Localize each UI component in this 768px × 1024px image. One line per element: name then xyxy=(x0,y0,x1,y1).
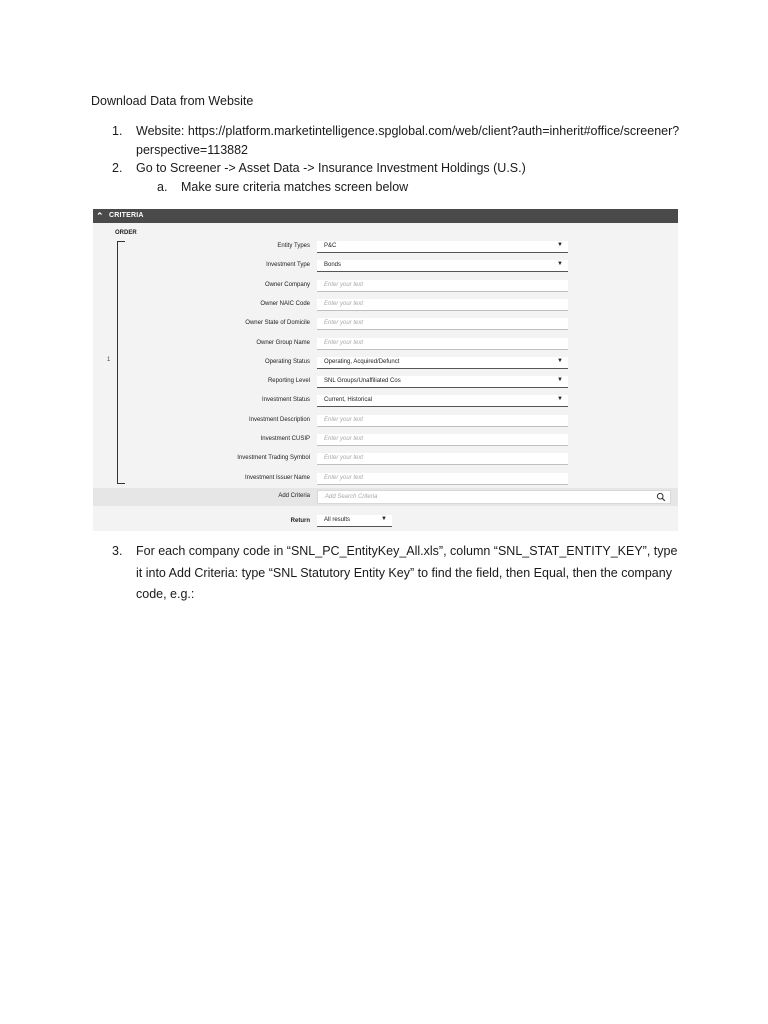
criteria-input-placeholder: Enter your text xyxy=(324,339,364,346)
step-2a-letter: a. xyxy=(157,180,168,194)
criteria-input-placeholder: Enter your text xyxy=(324,436,364,442)
criteria-input-placeholder: Enter your text xyxy=(324,320,364,327)
step-3 xyxy=(112,541,682,606)
criteria-text-input[interactable] xyxy=(317,415,568,427)
criteria-row xyxy=(93,258,678,274)
criteria-select-value: Operating, Acquired/Defunct xyxy=(324,358,400,365)
step-1-text: Website: https://platform.marketintelligence.spglobal.com/web/client?auth=inherit#office/screener?perspective=113882 xyxy=(136,124,680,157)
criteria-select-value: SNL Groups/Unaffiliated Cos xyxy=(324,378,401,385)
add-criteria-row xyxy=(93,488,678,506)
add-criteria-input[interactable] xyxy=(317,490,671,504)
criteria-row-label: Entity Types xyxy=(277,243,310,249)
criteria-row-label: Operating Status xyxy=(264,358,310,365)
add-criteria-label: Add Criteria xyxy=(278,493,310,499)
criteria-row xyxy=(93,239,678,255)
criteria-text-input[interactable] xyxy=(317,434,568,446)
step-1-number: 1. xyxy=(112,124,123,138)
criteria-row xyxy=(93,393,678,409)
criteria-row-label: Investment CUSIP xyxy=(260,436,310,442)
criteria-select[interactable] xyxy=(317,241,568,253)
criteria-row xyxy=(93,471,678,487)
step-2 xyxy=(112,159,682,178)
criteria-row xyxy=(93,374,678,390)
criteria-row xyxy=(93,451,678,467)
order-index: 1 xyxy=(107,357,111,363)
step-2-number: 2. xyxy=(112,161,123,175)
criteria-text-input[interactable] xyxy=(317,338,568,350)
chevron-down-icon[interactable]: ▼ xyxy=(557,396,563,403)
criteria-text-input[interactable] xyxy=(317,318,568,330)
chevron-down-icon[interactable]: ▼ xyxy=(557,377,563,384)
criteria-text-input[interactable] xyxy=(317,299,568,311)
chevron-up-icon[interactable]: ⌃ xyxy=(96,211,104,221)
criteria-text-input[interactable] xyxy=(317,453,568,465)
criteria-panel-screenshot xyxy=(93,209,678,531)
criteria-input-placeholder: Enter your text xyxy=(324,455,364,462)
criteria-input-placeholder: Enter your text xyxy=(324,281,364,288)
order-label: ORDER xyxy=(115,230,137,236)
criteria-row-label: Owner Group Name xyxy=(256,339,310,346)
return-row xyxy=(93,511,678,531)
criteria-row xyxy=(93,336,678,352)
criteria-header[interactable] xyxy=(93,209,678,223)
criteria-text-input[interactable] xyxy=(317,473,568,485)
criteria-select-value: Current, Historical xyxy=(324,397,373,404)
step-1 xyxy=(112,122,682,159)
criteria-title: CRITERIA xyxy=(109,212,144,219)
criteria-row-label: Owner Company xyxy=(264,281,310,288)
return-select[interactable] xyxy=(317,515,392,527)
chevron-down-icon[interactable]: ▼ xyxy=(557,357,563,364)
criteria-row xyxy=(93,297,678,313)
step-2-text: Go to Screener -> Asset Data -> Insurance Investment Holdings (U.S.) xyxy=(136,161,526,175)
add-criteria-placeholder: Add Search Criteria xyxy=(325,494,378,500)
criteria-select-value: Bonds xyxy=(324,262,342,269)
chevron-down-icon[interactable]: ▼ xyxy=(557,242,563,248)
step-3-text: For each company code in “SNL_PC_EntityKey_All.xls”, column “SNL_STAT_ENTITY_KEY”, type it into Add Criteria: type “SNL Statutory Entity Key” to find the field, then Equal, then the company code, e.g.: xyxy=(136,544,678,601)
criteria-input-placeholder: Enter your text xyxy=(324,416,364,423)
step-2a xyxy=(157,178,727,197)
criteria-select-value: P&C xyxy=(324,243,337,249)
criteria-row xyxy=(93,355,678,371)
return-value: All results xyxy=(324,517,351,523)
step-3-number: 3. xyxy=(112,544,123,558)
document-heading: Download Data from Website xyxy=(91,94,254,108)
criteria-row-label: Investment Issuer Name xyxy=(244,474,310,481)
criteria-select[interactable] xyxy=(317,376,568,388)
criteria-row xyxy=(93,278,678,294)
criteria-select[interactable] xyxy=(317,395,568,407)
criteria-input-placeholder: Enter your text xyxy=(324,474,364,481)
return-label: Return xyxy=(290,518,310,524)
criteria-row xyxy=(93,432,678,448)
criteria-row xyxy=(93,316,678,332)
criteria-select[interactable] xyxy=(317,357,568,369)
criteria-row-label: Investment Type xyxy=(266,262,310,269)
criteria-input-placeholder: Enter your text xyxy=(324,300,364,307)
search-icon[interactable] xyxy=(656,492,666,502)
criteria-text-input[interactable] xyxy=(317,280,568,292)
criteria-row-label: Owner NAIC Code xyxy=(260,300,310,307)
criteria-row-label: Reporting Level xyxy=(267,378,310,385)
criteria-row-label: Investment Status xyxy=(261,397,310,404)
criteria-row-label: Investment Trading Symbol xyxy=(237,455,310,462)
chevron-down-icon[interactable]: ▼ xyxy=(557,261,563,268)
criteria-row-label: Owner State of Domicile xyxy=(245,320,310,327)
chevron-down-icon[interactable]: ▼ xyxy=(381,516,387,522)
criteria-row-label: Investment Description xyxy=(248,416,310,423)
step-2a-text: Make sure criteria matches screen below xyxy=(181,180,409,194)
criteria-select[interactable] xyxy=(317,260,568,272)
criteria-row xyxy=(93,413,678,429)
